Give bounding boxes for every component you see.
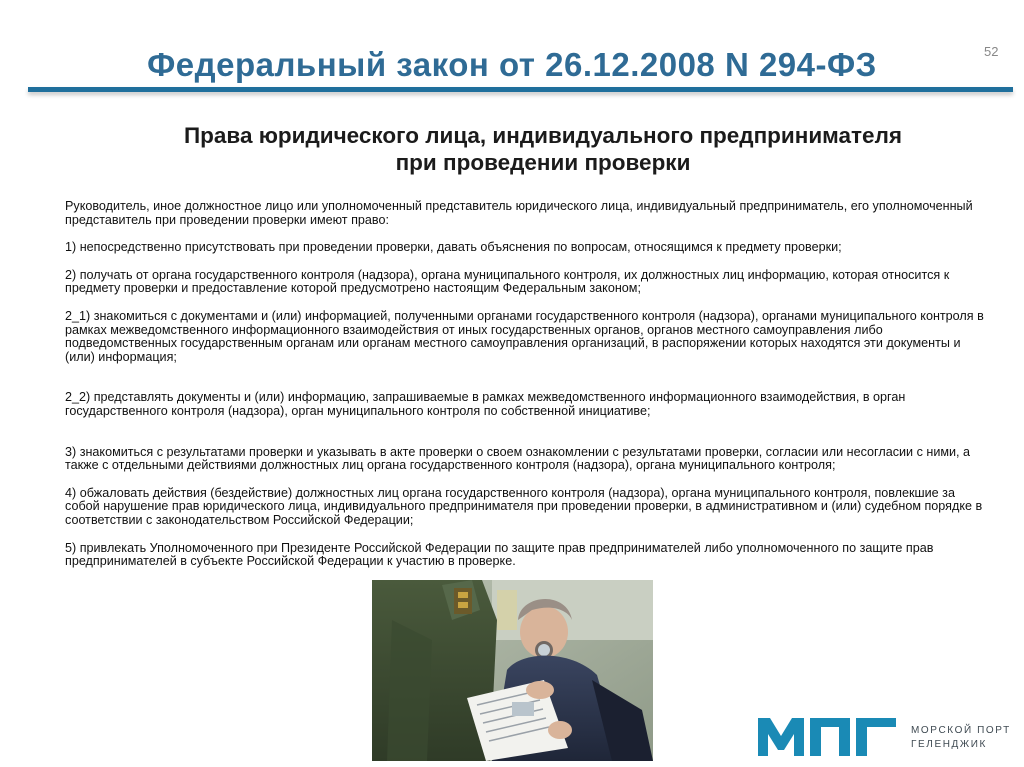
inspection-photo-image (372, 580, 653, 761)
body-text (65, 200, 985, 569)
slide-title: Федеральный закон от 26.12.2008 N 294-ФЗ (147, 46, 877, 83)
right-item-4: 4) обжаловать действия (бездействие) должностных лиц органа государственного контроля (надзора), органа муниципального контроля, повлекшие за собой нарушение прав юридического лица, индивидуального предпринимателя при проведении проверки, в административном и (или) судебном порядке в соответствии с законодательством Российской Федерации; (65, 485, 983, 527)
slide-number: 52 (984, 44, 999, 59)
right-item-1: 1) непосредственно присутствовать при проведении проверки, давать объяснения по вопросам, относящимся к предмету проверки; (65, 240, 842, 255)
right-item-2-2: 2_2) представлять документы и (или) информацию, запрашиваемые в рамках межведомственного информационного взаимодействия, в орган государственного контроля (надзора), орган муниципального контроля по собственной инициативе; (65, 390, 906, 418)
right-item-2-1: 2_1) знакомиться с документами и (или) информацией, полученными органами государственного контроля (надзора), органами муниципального контроля в рамках межведомственного информационного взаимодействия от иных государственных органов, органов местного самоуправления либо подведомственных государственным органам или органам местного самоуправления организаций, в распоряжении которых находятся эти документы и (или) информация; (65, 308, 984, 364)
right-item-2: 2) получать от органа государственного контроля (надзора), органа муниципального контроля, их должностных лиц информацию, которая относится к предмету проверки и предоставление которой предусмотрено настоящим Федеральным законом; (65, 267, 950, 296)
intro-paragraph: Руководитель, иное должностное лицо или уполномоченный представитель юридического лица, индивидуальный предприниматель, его уполномоченный представитель при проведении проверки имеют право: (65, 199, 973, 227)
slide-subtitle (78, 122, 1008, 176)
subtitle-line-2: при проведении проверки (395, 150, 691, 175)
title-underline (28, 87, 1013, 92)
subtitle-line-1: Права юридического лица, индивидуального предпринимателя (183, 123, 902, 148)
logo-caption-line-2: ГЕЛЕНДЖИК (911, 739, 987, 750)
right-item-5: 5) привлекать Уполномоченного при Президенте Российской Федерации по защите прав предпринимателей либо уполномоченного по защите прав предпринимателей в субъекте Российской Федерации к участию в проверке. (65, 540, 934, 569)
inspection-photo (372, 580, 653, 761)
logo-caption-line-1: МОРСКОЙ ПОРТ (911, 725, 1011, 736)
right-item-3: 3) знакомиться с результатами проверки и указывать в акте проверки о своем ознакомлении с результатами проверки, согласии или несогласии с ними, а также с отдельными действиями должностных лиц органа государственного контроля (надзора), органа муниципального контроля; (65, 444, 971, 473)
logo-caption (911, 724, 1011, 752)
